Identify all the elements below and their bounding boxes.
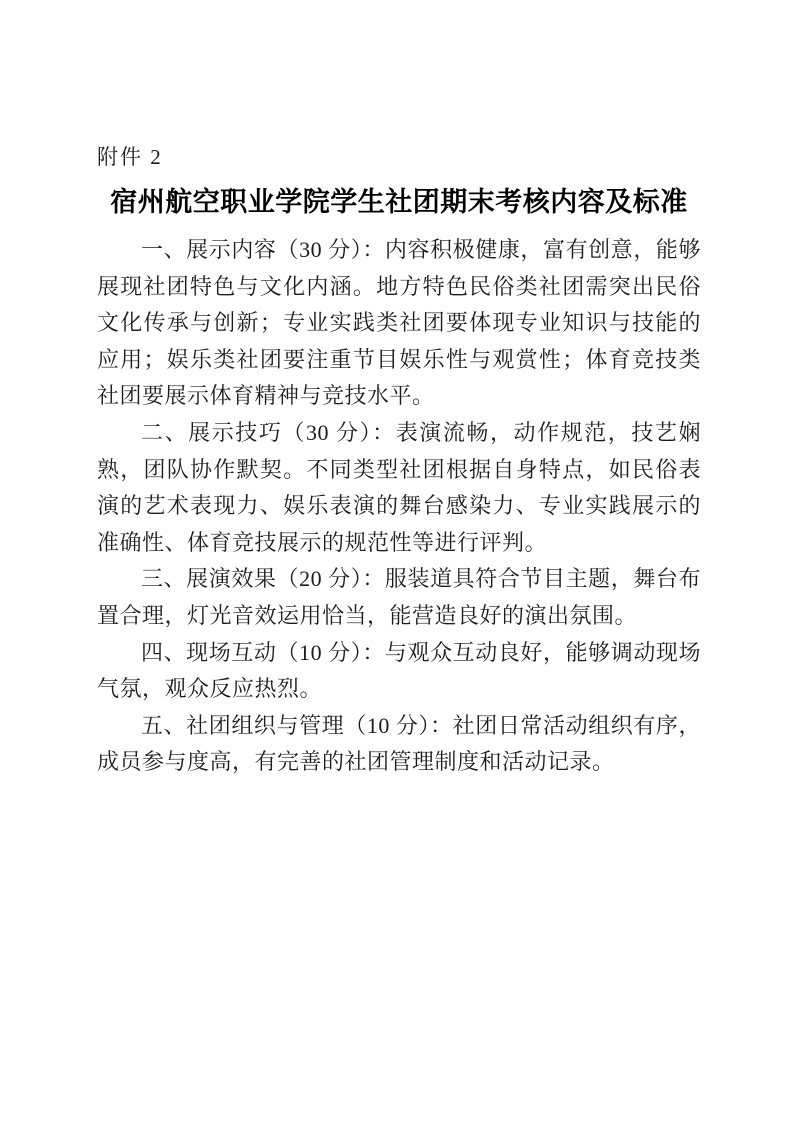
document-title: 宿州航空职业学院学生社团期末考核内容及标准 [110,187,688,217]
paragraph-display-skill: 二、展示技巧（30 分）：表演流畅，动作规范，技艺娴熟，团队协作默契。不同类型社团根据自身特点，如民俗表演的艺术表现力、娱乐表演的舞台感染力、专业实践展示的准确性、体育竞技展示的规范性等进行评判。 [97,419,701,555]
paragraph-display-content: 一、展示内容（30 分）：内容积极健康，富有创意，能够展现社团特色与文化内涵。地方特色民俗类社团需突出民俗文化传承与创新；专业实践类社团要体现专业知识与技能的应用；娱乐类社团要注重节目娱乐性与观赏性；体育竞技类社团要展示体育精神与竞技水平。 [97,237,701,409]
attachment-label: 附件 2 [97,145,163,169]
document-content [97,142,701,781]
paragraph-performance-effect: 三、展演效果（20 分）：服装道具符合节目主题，舞台布置合理，灯光音效运用恰当，能营造良好的演出氛围。 [97,566,701,628]
paragraph-live-interaction: 四、现场互动（10 分）：与观众互动良好，能够调动现场气氛，观众反应热烈。 [97,639,701,702]
paragraph-organization-management: 五、社团组织与管理（10 分）：社团日常活动组织有序，成员参与度高，有完善的社团管理制度和活动记录。 [97,712,701,775]
document-body [97,232,701,781]
